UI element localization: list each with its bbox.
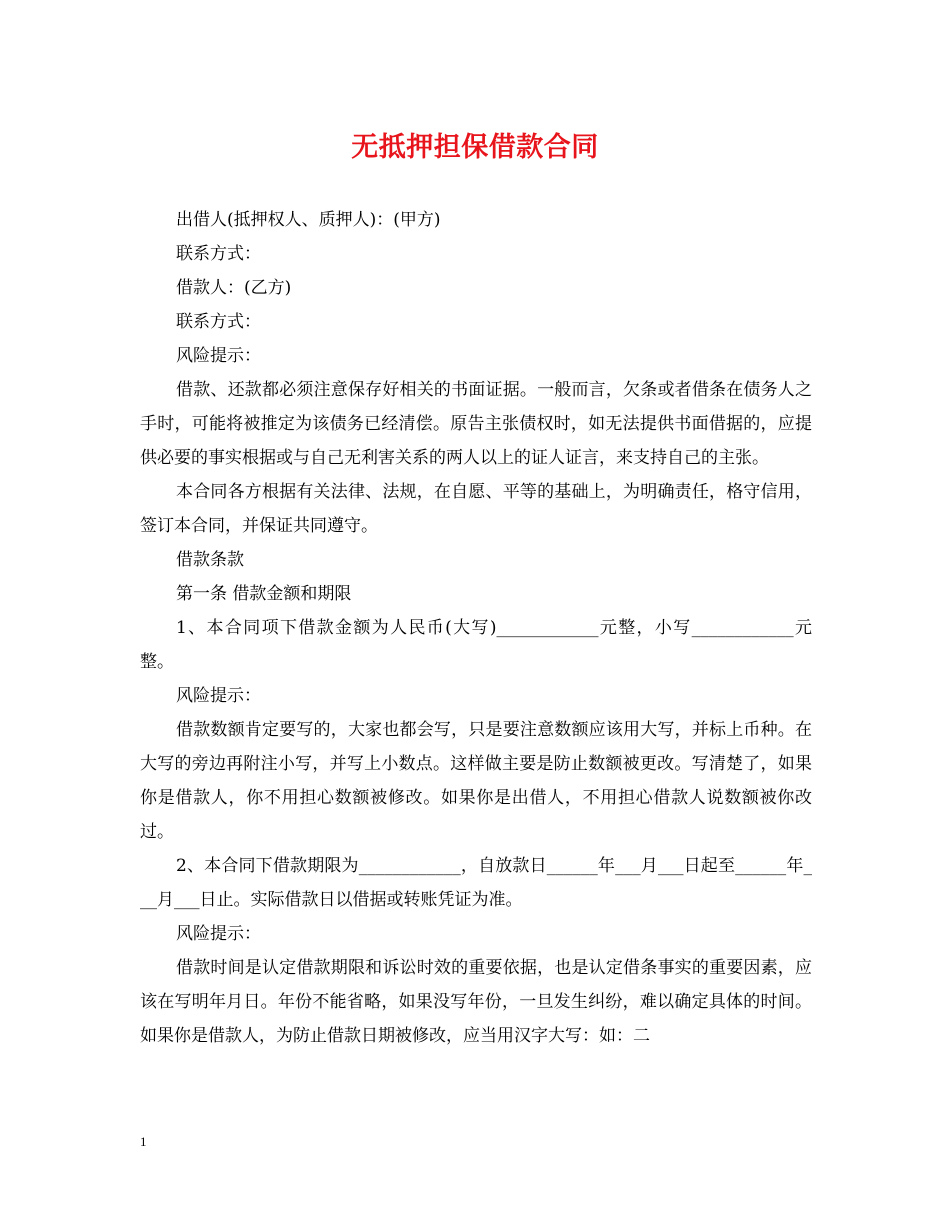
paragraph-risk-evidence: 借款、还款都必须注意保存好相关的书面证据。一般而言，欠条或者借条在债务人之手时，可能将被推定为该债务已经清偿。原告主张债权时，如无法提供书面借据的，应提供必要的事实根据或与自己无利害关系的两人以上的证人证言，来支持自己的主张。 (140, 380, 812, 468)
document-body (140, 203, 812, 1053)
paragraph-lender: 出借人(抵押权人、质押人)：(甲方) (176, 210, 441, 230)
document-title: 无抵押担保借款合同 (351, 132, 599, 163)
paragraph-loan-amount: 1、本合同项下借款金额为人民币(大写)____________元整，小写____________元整。 (140, 618, 812, 672)
paragraph-article-one-heading: 第一条 借款金额和期限 (176, 584, 352, 604)
paragraph-risk-heading: 风险提示： (176, 686, 261, 706)
paragraph-risk-amount: 借款数额肯定要写的，大家也都会写，只是要注意数额应该用大写，并标上币种。在大写的旁边再附注小写，并写上小数点。这样做主要是防止数额被更改。写清楚了，如果你是借款人，你不用担心数额被修改。如果你是出借人，不用担心借款人说数额被你改过。 (140, 720, 812, 842)
paragraph-loan-terms-heading: 借款条款 (176, 550, 244, 570)
paragraph-borrower: 借款人：(乙方) (176, 278, 292, 298)
paragraph-risk-heading: 风险提示： (176, 924, 261, 944)
paragraph-lender-contact: 联系方式： (176, 244, 261, 264)
paragraph-preamble: 本合同各方根据有关法律、法规，在自愿、平等的基础上，为明确责任，格守信用，签订本合同，并保证共同遵守。 (140, 482, 812, 536)
page-number: 1 (140, 1134, 147, 1149)
paragraph-risk-date: 借款时间是认定借款期限和诉讼时效的重要依据，也是认定借条事实的重要因素，应该在写明年月日。年份不能省略，如果没写年份，一旦发生纠纷，难以确定具体的时间。如果你是借款人，为防止借款日期被修改，应当用汉字大写：如：二 (140, 958, 812, 1046)
paragraph-borrower-contact: 联系方式： (176, 312, 261, 332)
paragraph-loan-term: 2、本合同下借款期限为____________，自放款日______年___月___日起至______年___月___日止。实际借款日以借据或转账凭证为准。 (140, 856, 812, 910)
paragraph-risk-heading: 风险提示： (176, 346, 261, 366)
